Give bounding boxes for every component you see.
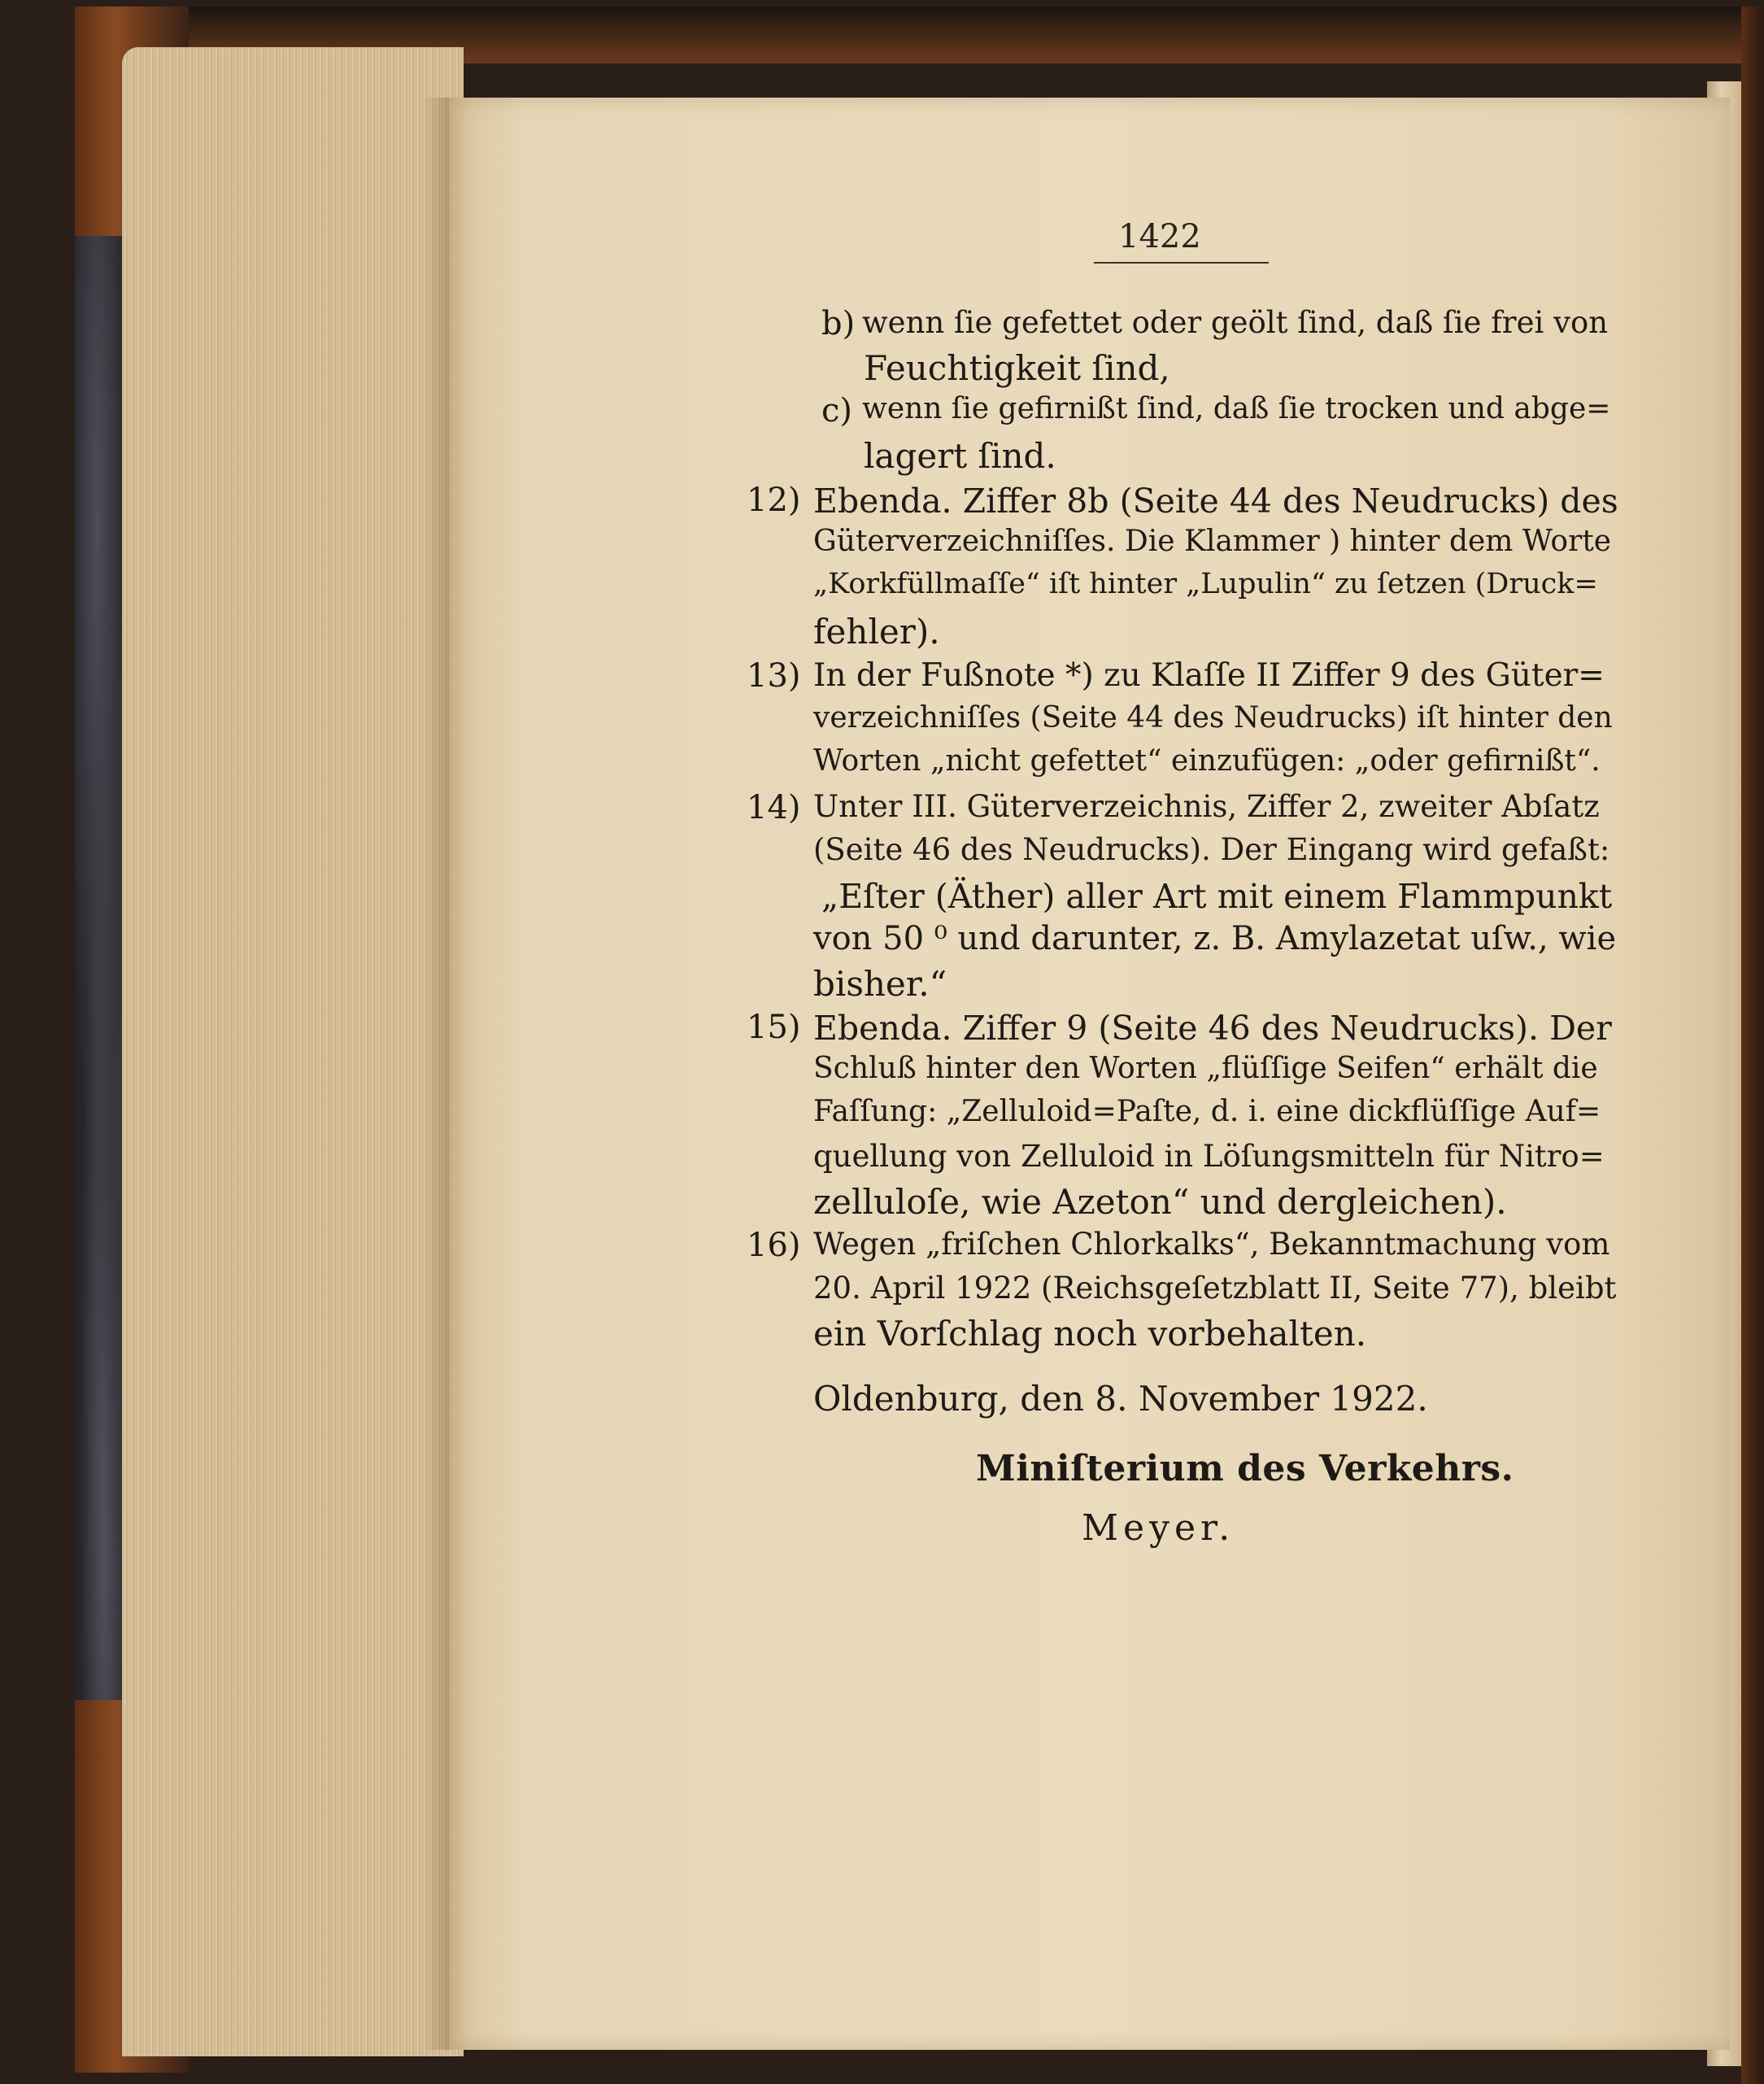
item-number-16: 16) [747, 1227, 801, 1264]
item-15-line-4: quellung von Zelluloid in Löſungsmitteln für Nitro= [813, 1139, 1605, 1174]
item-14-line-4: von 50 ⁰ und darunter, z. B. Amylazetat uſw., wie [813, 920, 1617, 957]
item-12-line-2: Güterverzeichniſſes. Die Klammer ) hinter dem Worte [813, 525, 1612, 558]
item-15-line-1: Ebenda. Ziffer 9 (Seite 46 des Neudrucks). Der [813, 1009, 1612, 1048]
item-12-line-4: fehler). [813, 612, 940, 652]
item-marker-c: c) [821, 392, 853, 429]
item-12-line-3: „Korkfüllmaſſe“ iſt hinter „Lupulin“ zu ſetzen (Druck= [813, 568, 1598, 600]
item-16-line-2: 20. April 1922 (Reichsgeſetzblatt II, Seite 77), bleibt [813, 1271, 1617, 1306]
item-b-line-2: Feuchtigkeit ſind, [864, 348, 1170, 388]
item-number-13: 13) [747, 657, 801, 695]
item-16-line-1: Wegen „friſchen Chlorkalks“, Bekanntmachung vom [813, 1227, 1610, 1262]
signer-name: Meyer. [1082, 1507, 1235, 1549]
item-number-15: 15) [747, 1009, 801, 1046]
item-14-line-3: „Eſter (Äther) aller Art mit einem Flammpunkt [821, 877, 1613, 916]
page-number-rule [1094, 262, 1269, 264]
item-14-line-2: (Seite 46 des Neudrucks). Der Eingang wird gefaßt: [813, 832, 1610, 867]
item-16-line-3: ein Vorſchlag noch vorbehalten. [813, 1314, 1367, 1354]
page-edges-stack [122, 47, 464, 2056]
item-15-line-2: Schluß hinter den Worten „flüſſige Seifen“ erhält die [813, 1052, 1598, 1085]
book-cover-right [1741, 7, 1764, 2084]
item-12-line-1: Ebenda. Ziffer 8b (Seite 44 des Neudrucks) des [813, 482, 1618, 521]
item-14-line-5: bisher.“ [813, 964, 947, 1004]
item-b-line-1: wenn ſie gefettet oder geölt ſind, daß ſie frei von [862, 305, 1609, 340]
item-c-line-1: wenn ſie gefirnißt ſind, daß ſie trocken und abge= [862, 392, 1611, 425]
item-15-line-3: Faſſung: „Zelluloid=Paſte, d. i. eine dickflüſſige Auf= [813, 1095, 1601, 1128]
item-13-line-1: In der Fußnote *) zu Klaſſe II Ziffer 9 des Güter= [813, 657, 1605, 694]
item-14-line-1: Unter III. Güterverzeichnis, Ziffer 2, zweiter Abſatz [813, 789, 1600, 824]
item-number-12: 12) [747, 482, 801, 519]
item-13-line-2: verzeichniſſes (Seite 44 des Neudrucks) iſt hinter den [813, 701, 1613, 735]
item-c-line-2: lagert ſind. [864, 436, 1056, 476]
place-date: Oldenburg, den 8. November 1922. [813, 1379, 1428, 1419]
ministry-signature: Miniſterium des Verkehrs. [976, 1448, 1514, 1489]
item-marker-b: b) [821, 305, 856, 342]
item-number-14: 14) [747, 789, 801, 826]
item-13-line-3: Worten „nicht gefettet“ einzufügen: „oder gefirnißt“. [813, 744, 1601, 778]
page-number: 1422 [1118, 218, 1201, 255]
item-15-line-5: zelluloſe, wie Azeton“ und dergleichen). [813, 1182, 1507, 1222]
